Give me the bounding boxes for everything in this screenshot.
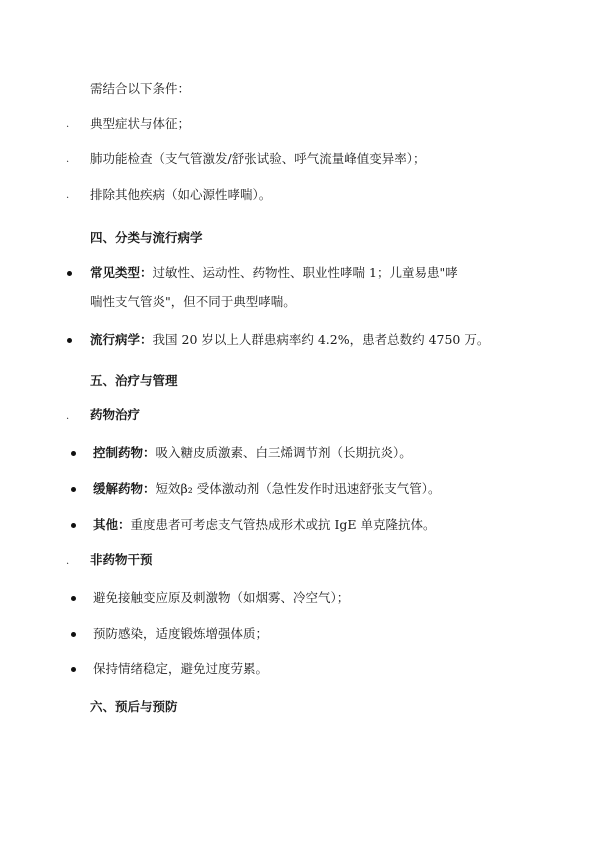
other-line [93, 516, 436, 534]
list-marker: . [66, 190, 70, 201]
subsection-heading: 药物治疗 [90, 407, 141, 422]
condition-item: 排除其他疾病（如心源性哮喘）。 [90, 187, 272, 202]
control-text: 吸入糖皮质激素、白三烯调节剂（长期抗炎）。 [155, 445, 412, 460]
bullet-icon [67, 271, 72, 276]
list-marker: . [66, 119, 70, 130]
intro-text: 需结合以下条件： [90, 81, 191, 96]
list-marker: . [66, 154, 70, 165]
nondrug-item: 预防感染，适度锻炼增强体质； [93, 626, 269, 641]
other-label: 其他： [93, 517, 131, 532]
types-line-2: 喘性支气管炎"，但不同于典型哮喘。 [90, 294, 296, 309]
types-text: 过敏性、运动性、药物性、职业性哮喘 1；儿童易患"哮 [152, 265, 458, 280]
bullet-icon [71, 451, 76, 456]
subsection-heading: 非药物干预 [90, 552, 153, 567]
section-heading: 六、预后与预防 [90, 699, 178, 714]
epi-label: 流行病学： [90, 332, 153, 347]
condition-item: 肺功能检查（支气管激发/舒张试验、呼气流量峰值变异率）； [90, 151, 426, 166]
relief-line [93, 480, 440, 498]
condition-item: 典型症状与体征； [90, 116, 191, 131]
bullet-icon [71, 487, 76, 492]
bullet-icon [71, 632, 76, 637]
types-label: 常见类型： [90, 265, 153, 280]
section-heading: 四、分类与流行病学 [90, 230, 203, 245]
nondrug-item: 避免接触变应原及刺激物（如烟雾、冷空气）； [93, 590, 350, 605]
other-text: 重度患者可考虑支气管热成形术或抗 IgE 单克隆抗体。 [130, 517, 436, 532]
list-marker: . [66, 411, 70, 422]
epi-text: 我国 20 岁以上人群患病率约 4.2%，患者总数约 4750 万。 [152, 332, 490, 347]
types-line-1 [90, 264, 458, 282]
bullet-icon [71, 596, 76, 601]
nondrug-item: 保持情绪稳定，避免过度劳累。 [93, 661, 269, 676]
bullet-icon [67, 338, 72, 343]
list-marker: . [66, 556, 70, 567]
control-label: 控制药物： [93, 445, 156, 460]
section-heading: 五、治疗与管理 [90, 373, 178, 388]
relief-text: 短效β₂ 受体激动剂（急性发作时迅速舒张支气管）。 [155, 481, 441, 496]
epi-line [90, 331, 489, 349]
relief-label: 缓解药物： [93, 481, 156, 496]
control-line [93, 444, 412, 462]
bullet-icon [71, 667, 76, 672]
bullet-icon [71, 523, 76, 528]
